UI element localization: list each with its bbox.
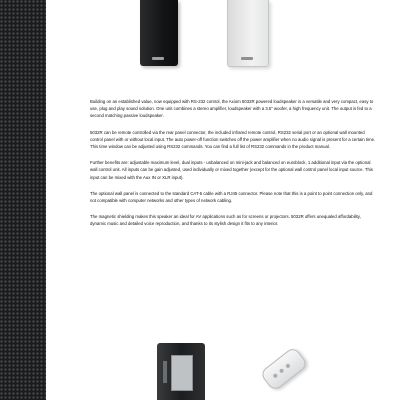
- remote-button: [279, 368, 285, 374]
- speaker-grille-texture: [0, 0, 46, 400]
- remote-control-image: [259, 346, 308, 392]
- paragraph-benefits: Further benefits are: adjustable maximum level, dual inputs - unbalanced on mini-jack and balanced on euroblock, 1 additional input via the optional wall control unit. All inputs can be gain adjusted, used individually or mixed together (except for the optional wall control panel local input source. This input can be mixed with the Aux IN or XLR input).: [90, 160, 373, 180]
- mounting-bracket: [163, 361, 167, 383]
- paragraph-magnetic-shielding: The magnetic shielding makes this speaker an ideal for AV applications such as for screens or projectors. 5032R offers unequaled affordability, dynamic music and detailed voice reproduction, and thanks to its stylish design it fits to any interior.: [90, 214, 361, 227]
- speaker-logo: [241, 57, 253, 60]
- paragraph-wall-panel: The optional wall panel is connected to the standard CAT-5 cable with a RJ45 connector. Please note that this is a point to point connection only, and not compatible with computer networks and other types of network cabling.: [90, 190, 373, 204]
- paragraph-intro: Building on an established value, now equipped with RS-232 control, the Axiom 5032R powered loudspeaker is a versatile and very compact, easy to use, plug and play sound solution. One unit combines a stereo amplifier, loudspeaker with a 3.5" woofer, a high frequency unit. The output is fed to a second matching passive loudspeaker.: [90, 99, 374, 119]
- speaker-front-white-image: [227, 0, 269, 67]
- remote-button: [273, 373, 279, 379]
- paragraph-remote-control: 5032R can be remote controlled via the rear panel connector, the included infrared remote control, RS232 serial port or an optional wall mounted control panel with or without local input. The auto power-off function switches off the power amplifier when no audio signal is present for a certain time. This time window can be adjusted using RS232 commands. You can find a full list of RS232 commands in the product manual.: [90, 129, 376, 150]
- document-body: [90, 98, 376, 237]
- speaker-logo: [152, 57, 164, 60]
- rear-connector-panel: [171, 355, 193, 391]
- speaker-rear-panel-image: [157, 343, 205, 400]
- remote-button: [285, 363, 291, 369]
- speaker-front-black-image: [140, 0, 178, 66]
